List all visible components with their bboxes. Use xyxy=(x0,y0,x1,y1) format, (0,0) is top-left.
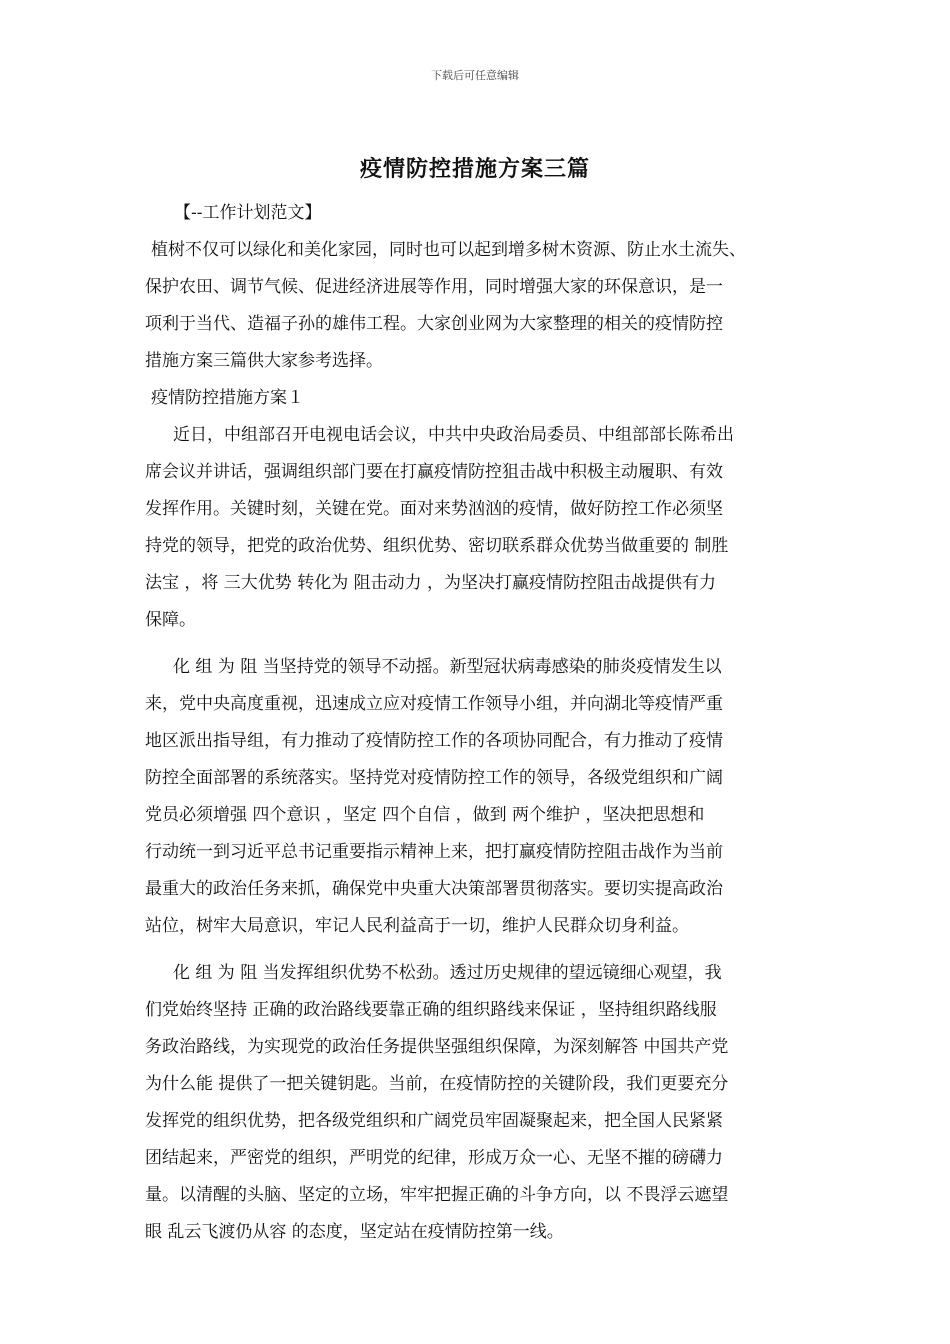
paragraph-line: 发挥作用。关键时刻，关键在党。面对来势汹汹的疫情，做好防控工作必须坚 xyxy=(145,499,723,519)
paragraph-line: 措施方案三篇供大家参考选择。 xyxy=(145,351,383,371)
paragraph-line: 持党的领导，把党的政治优势、组织优势、密切联系群众优势当做重要的 制胜 xyxy=(145,536,729,556)
paragraph-line: 站位，树牢大局意识，牢记人民利益高于一切，维护人民群众切身利益。 xyxy=(145,916,689,936)
paragraph-line: 行动统一到习近平总书记重要指示精神上来，把打赢疫情防控阻击战作为当前 xyxy=(145,842,723,862)
paragraph-line: 发挥党的组织优势，把各级党组织和广阔党员牢固凝聚起来，把全国人民紧紧 xyxy=(145,1111,723,1131)
paragraph-2 xyxy=(145,649,810,945)
paragraph-1 xyxy=(145,417,810,639)
paragraph-line: 席会议并讲话，强调组织部门要在打赢疫情防控狙击战中积极主动履职、有效 xyxy=(145,462,723,482)
intro-paragraph xyxy=(145,232,810,380)
paragraph-line: 植树不仅可以绿化和美化家园，同时也可以起到增多树木资源、防止水土流失、 xyxy=(151,240,746,260)
section-heading: 疫情防控措施方案１ xyxy=(151,388,304,408)
category-tag: 【--工作计划范文】 xyxy=(174,203,322,223)
paragraph-line: 党员必须增强 四个意识 ，坚定 四个自信 ，做到 两个维护 ，坚决把思想和 xyxy=(145,805,705,825)
paragraph-line: 眼 乱云飞渡仍从容 的态度，坚定站在疫情防控第一线。 xyxy=(145,1222,564,1242)
header-note: 下载后可任意编辑 xyxy=(431,69,519,82)
paragraph-line: 项利于当代、造福子孙的雄伟工程。大家创业网为大家整理的相关的疫情防控 xyxy=(145,314,723,334)
paragraph-spacer xyxy=(145,945,810,955)
paragraph-line: 最重大的政治任务来抓，确保党中央重大决策部署贯彻落实。要切实提高政治 xyxy=(145,879,723,899)
paragraph-line: 保障。 xyxy=(145,610,196,630)
paragraph-line: 务政治路线，为实现党的政治任务提供坚强组织保障，为深刻解答 中国共产党 xyxy=(145,1037,729,1057)
paragraph-line: 团结起来，严密党的组织，严明党的纪律，形成万众一心、无坚不摧的磅礴力 xyxy=(145,1148,723,1168)
paragraph-spacer xyxy=(145,639,810,649)
paragraph-line: 为什么能 提供了一把关键钥匙。当前，在疫情防控的关键阶段，我们更要充分 xyxy=(145,1074,729,1094)
paragraph-3 xyxy=(145,955,810,1251)
paragraph-line: 化 组 为 阻 当发挥组织优势不松劲。透过历史规律的望远镜细心观望，我 xyxy=(173,963,722,983)
document-title: 疫情防控措施方案三篇 xyxy=(359,156,590,182)
paragraph-line: 近日，中组部召开电视电话会议，中共中央政治局委员、中组部部长陈希出 xyxy=(173,425,734,445)
paragraph-line: 化 组 为 阻 当坚持党的领导不动摇。新型冠状病毒感染的肺炎疫情发生以 xyxy=(173,657,722,677)
paragraph-line: 地区派出指导组，有力推动了疫情防控工作的各项协同配合，有力推动了疫情 xyxy=(145,731,723,751)
paragraph-line: 保护农田、调节气候、促进经济进展等作用，同时增强大家的环保意识，是一 xyxy=(145,277,723,297)
paragraph-line: 来，党中央高度重视，迅速成立应对疫情工作领导小组，并向湖北等疫情严重 xyxy=(145,694,723,714)
document-body xyxy=(145,195,810,1251)
paragraph-line: 防控全面部署的系统落实。坚持党对疫情防控工作的领导，各级党组织和广阔 xyxy=(145,768,723,788)
paragraph-line: 们党始终坚持 正确的政治路线要靠正确的组织路线来保证 ，坚持组织路线服 xyxy=(145,1000,717,1020)
paragraph-line: 量。以清醒的头脑、坚定的立场，牢牢把握正确的斗争方向，以 不畏浮云遮望 xyxy=(145,1185,729,1205)
paragraph-line: 法宝 ，将 三大优势 转化为 阻击动力 ，为坚决打赢疫情防控阻击战提供有力 xyxy=(145,573,717,593)
